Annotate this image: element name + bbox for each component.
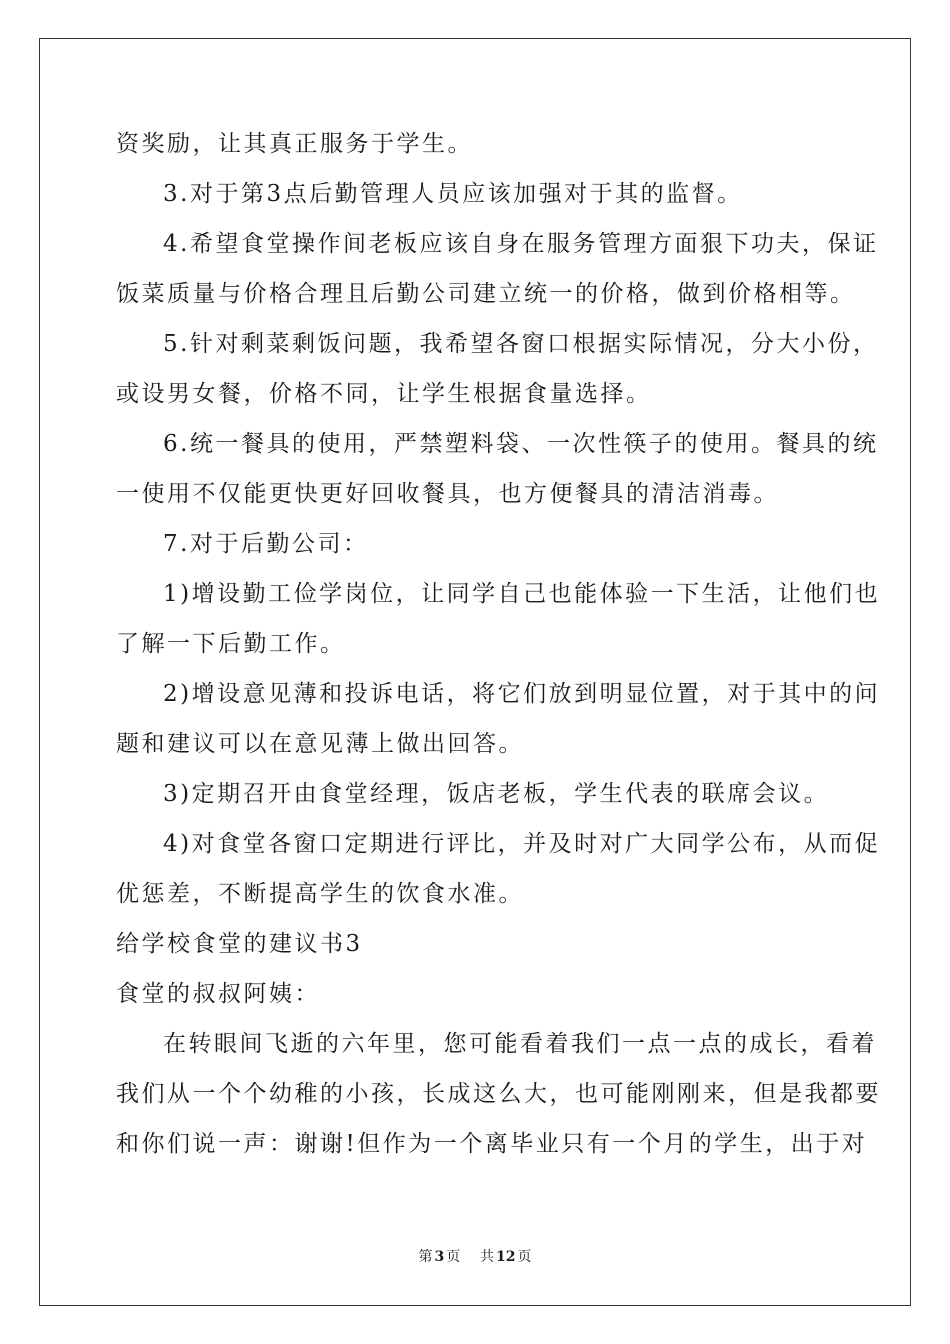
current-page-number: 3 xyxy=(434,1249,445,1265)
total-prefix: 共 xyxy=(480,1249,495,1265)
text-line: 饭菜质量与价格合理且后勤公司建立统一的价格，做到价格相等。 xyxy=(116,281,856,307)
text-line: 3)定期召开由食堂经理，饭店老板，学生代表的联席会议。 xyxy=(163,781,830,807)
text-line: 和你们说一声：谢谢!但作为一个离毕业只有一个月的学生，出于对 xyxy=(116,1131,868,1157)
page-footer xyxy=(0,1247,950,1267)
text-line: 2)增设意见薄和投诉电话，将它们放到明显位置，对于其中的问 xyxy=(163,681,881,707)
text-line: 在转眼间飞逝的六年里，您可能看着我们一点一点的成长，看着 xyxy=(163,1031,877,1057)
text-line: 了解一下后勤工作。 xyxy=(116,631,346,657)
total-suffix: 页 xyxy=(517,1249,532,1265)
page-suffix: 页 xyxy=(446,1249,461,1265)
total-pages-number: 12 xyxy=(496,1249,516,1265)
page-prefix: 第 xyxy=(418,1249,433,1265)
text-line: 1)增设勤工俭学岗位，让同学自己也能体验一下生活，让他们也 xyxy=(163,581,881,607)
text-line: 优惩差，不断提高学生的饮食水准。 xyxy=(116,881,524,907)
text-line: 或设男女餐，价格不同，让学生根据食量选择。 xyxy=(116,381,652,407)
salutation: 食堂的叔叔阿姨： xyxy=(116,981,320,1007)
text-line: 7.对于后勤公司： xyxy=(163,531,369,557)
text-line: 6.统一餐具的使用，严禁塑料袋、一次性筷子的使用。餐具的统 xyxy=(163,431,879,457)
text-line: 我们从一个个幼稚的小孩，长成这么大，也可能刚刚来，但是我都要 xyxy=(116,1081,881,1107)
text-line: 一使用不仅能更快更好回收餐具，也方便餐具的清洁消毒。 xyxy=(116,481,779,507)
text-line: 题和建议可以在意见薄上做出回答。 xyxy=(116,731,524,757)
section-heading: 给学校食堂的建议书3 xyxy=(116,931,363,957)
text-line: 4)对食堂各窗口定期进行评比，并及时对广大同学公布，从而促 xyxy=(163,831,881,857)
text-line: 3.对于第3点后勤管理人员应该加强对于其的监督。 xyxy=(163,181,743,207)
text-line: 5.针对剩菜剩饭问题，我希望各窗口根据实际情况，分大小份， xyxy=(163,331,879,357)
text-line: 4.希望食堂操作间老板应该自身在服务管理方面狠下功夫，保证 xyxy=(163,231,879,257)
text-line: 资奖励，让其真正服务于学生。 xyxy=(116,131,473,157)
